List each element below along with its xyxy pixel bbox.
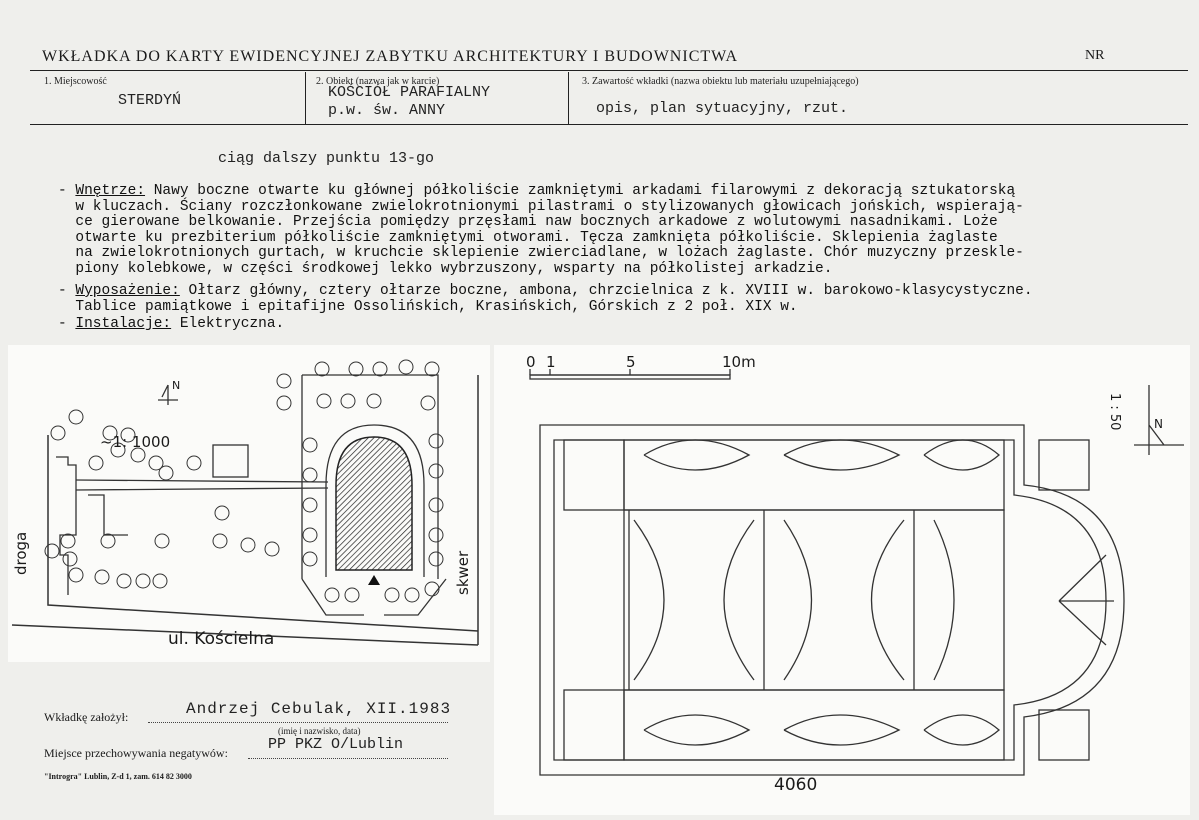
scale-tick-5: 5 [626,353,636,371]
floor-plan-number: 4060 [774,775,818,795]
north-aisle-vaults [644,440,999,470]
paragraph-installations: - Instalacje: Elektryczna. [58,316,285,332]
nave [624,510,1004,690]
north-aisle [624,440,1004,510]
scale-tick-1: 1 [546,353,556,371]
floor-plan-photo [494,345,1190,815]
site-plan-photo [8,345,490,662]
scale-tick-0: 0 [526,353,536,371]
field-3-value: opis, plan sytuacyjny, rzut. [596,100,849,117]
left-building-2 [88,495,128,535]
square-label: skwer [454,550,472,595]
field-1-label: 1. Miejscowość [44,76,107,87]
made-by-hint: (imię i nazwisko, data) [278,726,361,736]
form-title: WKŁADKA DO KARTY EWIDENCYJNEJ ZABYTKU ARCHITEKTURY I BUDOWNICTWA [42,48,739,65]
church-building [336,437,412,570]
inner-walls [554,440,1106,760]
interior-line-5: na zwielokrotnionych gurtach, w kruchcie sklepienie zwierciadlane, w lożach żaglaste. Chór muzyczny przeskle- [75,245,1024,261]
site-plan-drawing [8,345,490,662]
paragraph-furnishings: - Wyposażenie: Ołtarz główny, cztery ołtarze boczne, ambona, chrzcielnica z k. XVIII w. barokowo-klasycystyczne. Tablice pamiątkowe i epitafijne Ossolińskich, Krasińskich, Górskich z 2 poł. XIX w. [58,283,1033,315]
interior-line-6: piony kolebkowe, w części środkowej lekko wybrzuszony, wsparty na półkolistej arkadzie. [75,260,833,277]
field-divider-1 [305,72,306,124]
printer-note: "Introgra" Lublin, Z-d 1, zam. 614 82 3000 [44,772,192,781]
header-rule [30,70,1188,71]
road-label-left: droga [12,531,30,575]
interior-line-2: w kluczach. Ściany rozczłonkowane zwielokrotnionymi pilastrami o stylizowanych głowicach jońskich, wspierają- [75,198,1024,215]
installations-heading: Instalacje: [75,316,172,332]
floor-plan-north: N [1154,417,1163,431]
scale-tick-10m: 10m [722,353,756,371]
field-divider-2 [568,72,569,124]
interior-line-1: Nawy boczne otwarte ku głównej półkoliście zamkniętymi arkadami filarowymi z dekoracją sztukatorską [153,183,1016,199]
made-by-value: Andrzej Cebulak, XII.1983 [186,700,452,718]
continuation-note: ciąg dalszy punktu 13-go [218,150,435,167]
scale-bar-box [530,375,730,379]
field-1-value: STERDYŃ [118,92,182,109]
furnishings-line-2: Tablice pamiątkowe i epitafijne Ossolińskich, Krasińskich, Górskich z 2 poł. XIX w. [75,298,798,315]
site-plan-north: N [172,379,181,392]
left-building-outline [56,457,76,595]
site-plan-scale: ~1: 1000 [100,433,171,451]
sacristy-top [1039,440,1089,490]
south-aisle [624,690,1004,760]
south-aisle-vaults [644,715,999,745]
storage-label: Miejsce przechowywania negatywów: [44,746,228,760]
interior-line-4: otwarte ku prezbiterium półkoliście zamkniętymi otworami. Tęcza zamknięta półkoliście. Sklepienia żaglaste [75,229,998,246]
small-building [213,445,248,477]
paragraph-interior: - Wnętrze: Nawy boczne otwarte ku głównej półkoliście zamkniętymi arkadami filarowymi z dekoracją sztukatorską w kluczach. Ściany rozczłonkowane zwielokrotnionymi pilastrami o stylizowanych głowicach jońskich, wspierają- ce gierowane belkowanie. Przejścia pomiędzy przęsłami naw bocznych arkadowe z wolutowymi nasadnikami. Loże otwarte ku prezbiterium półkoliście zamkniętymi otworami. Tęcza zamknięta półkoliście. Sklepienia żaglaste na zwielokrotnionych gurtach, w kruchcie sklepienie zwierciadlane, w lożach żaglaste. Chór muzyczny przeskle- piony kolebkowe, w części środkowej lekko wybrzuszony, wsparty na półkolistej arkadzie. [58,183,1024,277]
made-by-label: Wkładkę założył: [44,710,129,724]
field-3-label: 3. Zawartość wkładki (nazwa obiektu lub materiału uzupełniającego) [582,76,859,87]
street-label: ul. Kościelna [168,629,275,649]
entrance-marker [368,575,380,585]
vault-curves [634,520,954,680]
number-label: NR [1085,48,1105,63]
furnishings-heading: Wyposażenie: [75,283,180,299]
field-2-value-line-2: p.w. św. ANNY [328,102,446,119]
furnishings-line-1: Ołtarz główny, cztery ołtarze boczne, ambona, chrzcielnica z k. XVIII w. barokowo-klasycystyczne. [188,283,1033,299]
storage-dotted-line [248,758,448,759]
sacristy-bottom [1039,710,1089,760]
floor-plan-drawing [494,345,1190,815]
interior-heading: Wnętrze: [75,183,146,199]
left-tower-bottom [564,690,624,760]
interior-line-3: ce gierowane belkowanie. Przejścia pomiędzy przęsłami naw bocznych arkadowe z wolutowymi nasadnikami. Loże [75,214,998,230]
field-2-value-line-1: KOŚCIÓŁ PARAFIALNY [328,84,491,101]
fields-bottom-rule [30,124,1188,125]
left-tower-top [564,440,624,510]
field-2-label: 2. Obiekt (nazwa jak w karcie) [316,76,440,87]
storage-value: PP PKZ O/Lublin [268,736,404,753]
outer-walls [540,425,1124,775]
path-to-church [76,480,328,490]
installations-text: Elektryczna. [179,316,285,332]
made-by-dotted-line [148,722,448,723]
floor-plan-ratio: 1 : 50 [1107,393,1122,431]
